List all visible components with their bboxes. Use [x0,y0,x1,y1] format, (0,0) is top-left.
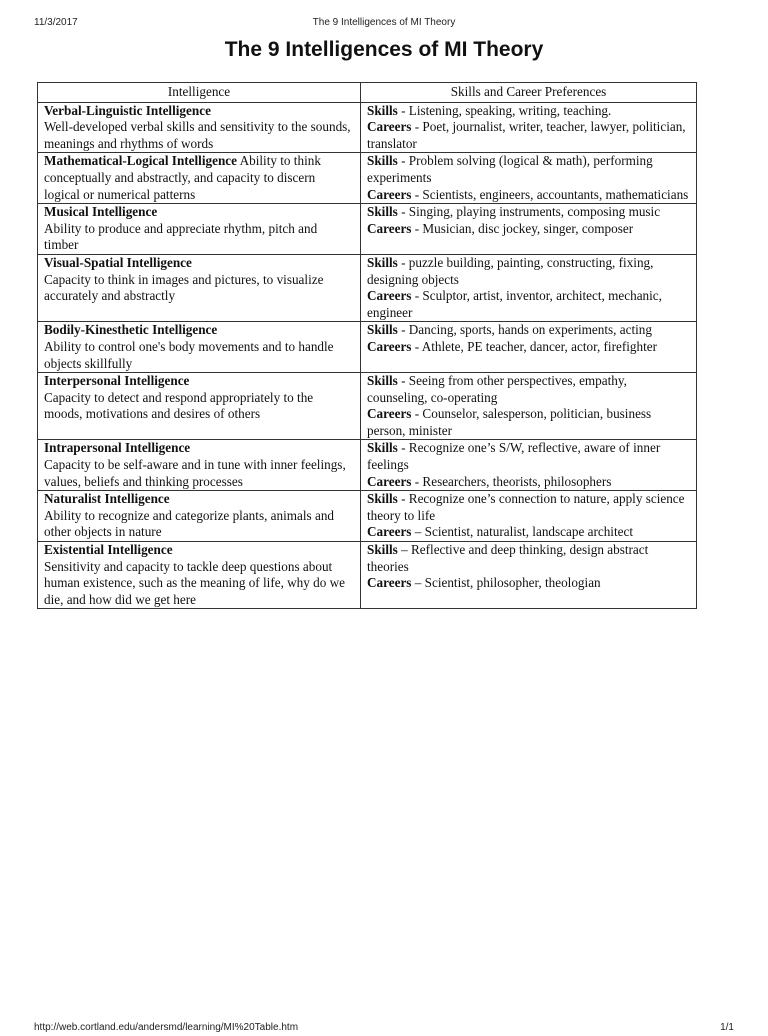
skills-label: Skills [367,491,398,507]
intelligence-description: Capacity to be self-aware and in tune with inner feelings, values, beliefs and thinking processes [44,457,346,489]
careers-text: – Scientist, naturalist, landscape architect [411,524,633,540]
careers-line [367,221,690,238]
skills-line [367,153,690,186]
skills-careers-cell [361,491,697,542]
skills-label: Skills [367,102,398,118]
skills-label: Skills [367,542,398,558]
skills-careers-cell [361,204,697,255]
skills-label: Skills [367,440,398,456]
careers-text: - Researchers, theorists, philosophers [411,473,612,489]
source-url[interactable]: http://web.cortland.edu/andersmd/learning/MI%20Table.htm [34,1022,299,1033]
intelligence-name: Verbal-Linguistic Intelligence [44,102,211,118]
intelligence-description: Ability to think conceptually and abstractly, and capacity to discern logical or numerical patterns [44,153,321,202]
careers-text: - Sculptor, artist, inventor, architect, mechanic, engineer [367,288,662,320]
intelligence-name: Intrapersonal Intelligence [44,440,191,456]
careers-label: Careers [367,220,412,236]
intelligence-name: Visual-Spatial Intelligence [44,254,192,270]
careers-line [367,406,690,439]
intelligence-name: Existential Intelligence [44,542,173,558]
skills-careers-cell [361,542,697,609]
intelligence-cell [38,322,361,373]
page-number: 1/1 [720,1022,734,1033]
careers-line [367,575,690,592]
skills-line [367,204,690,221]
intelligence-cell [38,204,361,255]
skills-line [367,322,690,339]
careers-label: Careers [367,186,412,202]
careers-label: Careers [367,338,412,354]
intelligence-description: Ability to control one's body movements and to handle objects skillfully [44,338,334,371]
careers-text: - Counselor, salesperson, politician, business person, minister [367,406,652,438]
skills-text: - Recognize one’s connection to nature, apply science theory to life [367,491,685,523]
skills-line [367,103,690,120]
print-footer [0,1022,768,1036]
intelligence-cell [38,102,361,153]
print-date: 11/3/2017 [34,17,78,28]
careers-label: Careers [367,119,412,135]
careers-label: Careers [367,524,412,540]
intelligence-name: Bodily-Kinesthetic Intelligence [44,322,218,338]
careers-line [367,339,690,356]
table-row [38,254,697,321]
careers-text: - Scientists, engineers, accountants, mathematicians [411,186,689,202]
intelligence-name: Musical Intelligence [44,204,158,220]
skills-careers-cell [361,322,697,373]
skills-label: Skills [367,204,398,220]
skills-careers-cell [361,153,697,204]
table-row [38,373,697,440]
careers-line [367,474,690,491]
table-row [38,542,697,609]
intelligence-cell [38,373,361,440]
careers-line [367,524,690,541]
intelligence-cell [38,153,361,204]
table-row [38,491,697,542]
skills-careers-cell [361,254,697,321]
column-header-intelligence: Intelligence [38,83,361,103]
skills-label: Skills [367,254,398,270]
careers-label: Careers [367,575,412,591]
intelligence-description: Capacity to detect and respond appropriately to the moods, motivations and desires of others [44,389,314,422]
skills-text: - Dancing, sports, hands on experiments, acting [397,322,652,338]
skills-text: - Seeing from other perspectives, empathy, counseling, co-operating [367,373,627,405]
careers-label: Careers [367,406,412,422]
intelligence-cell [38,491,361,542]
skills-line [367,373,690,406]
skills-line [367,542,690,575]
skills-text: - Recognize one’s S/W, reflective, aware of inner feelings [367,440,661,473]
intelligence-cell [38,542,361,609]
skills-label: Skills [367,373,398,389]
careers-text: - Athlete, PE teacher, dancer, actor, firefighter [411,338,657,354]
column-header-skills-careers: Skills and Career Preferences [361,83,697,103]
intelligence-name: Naturalist Intelligence [44,491,170,507]
skills-line [367,255,690,288]
table-row [38,204,697,255]
intelligence-name: Interpersonal Intelligence [44,373,190,389]
skills-careers-cell [361,102,697,153]
intelligence-description: Well-developed verbal skills and sensitivity to the sounds, meanings and rhythms of words [44,119,351,151]
careers-line [367,187,690,204]
print-header [0,17,768,31]
skills-careers-cell [361,373,697,440]
intelligence-description: Ability to produce and appreciate rhythm, pitch and timber [44,220,318,253]
careers-label: Careers [367,288,412,304]
skills-text: – Reflective and deep thinking, design abstract theories [367,542,649,574]
skills-label: Skills [367,322,398,338]
skills-text: - Singing, playing instruments, composing music [397,204,661,220]
skills-text: - puzzle building, painting, constructing, fixing, designing objects [367,254,654,287]
intelligence-description: Ability to recognize and categorize plants, animals and other objects in nature [44,507,335,540]
table-row [38,153,697,204]
table-row [38,102,697,153]
skills-careers-cell [361,440,697,491]
print-page-title: The 9 Intelligences of MI Theory [312,17,456,28]
careers-text: - Musician, disc jockey, singer, composer [411,220,634,236]
careers-line [367,288,690,321]
table-header-row [38,83,697,103]
table-row [38,440,697,491]
careers-text: - Poet, journalist, writer, teacher, lawyer, politician, translator [367,119,686,151]
careers-line [367,119,690,152]
skills-text: - Problem solving (logical & math), performing experiments [367,153,653,185]
intelligence-description: Capacity to think in images and pictures, to visualize accurately and abstractly [44,271,324,304]
intelligence-description: Sensitivity and capacity to tackle deep questions about human existence, such as the meaning of life, why do we die, and how did we get here [44,558,346,607]
skills-label: Skills [367,153,398,169]
intelligences-table [37,82,697,609]
intelligence-name: Mathematical-Logical Intelligence [44,153,238,169]
careers-text: – Scientist, philosopher, theologian [411,575,601,591]
intelligence-cell [38,254,361,321]
skills-text: - Listening, speaking, writing, teaching. [397,102,612,118]
careers-label: Careers [367,473,412,489]
page-title: The 9 Intelligences of MI Theory [224,38,544,61]
skills-line [367,440,690,473]
skills-line [367,491,690,524]
table-row [38,322,697,373]
intelligence-cell [38,440,361,491]
